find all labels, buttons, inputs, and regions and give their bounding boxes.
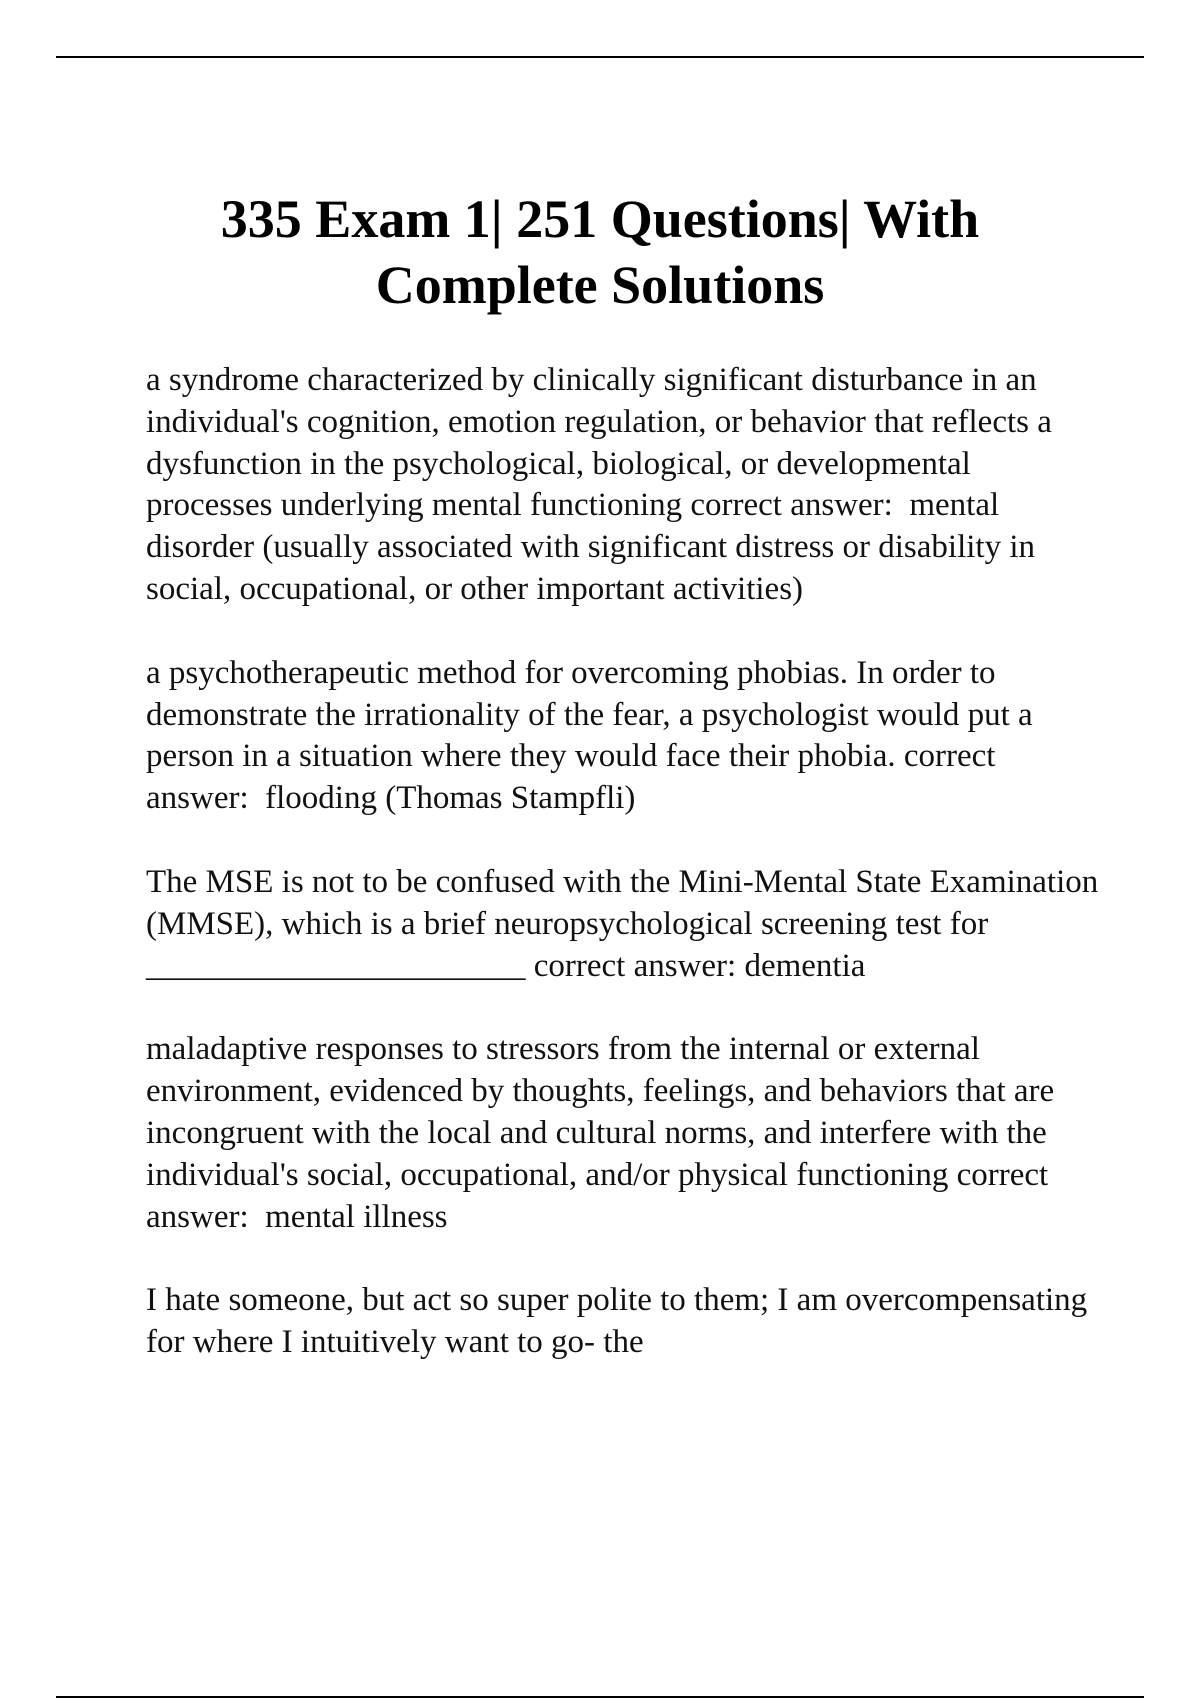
qa-entry-2 [146, 653, 1101, 820]
question-text: maladaptive responses to stressors from the internal or external environment, evidenced by thoughts, feelings, and behaviors that are incongruent with the local and cultural norms, and interfere with the individual's social, occupational, and/or physical functioning correct answer: [146, 1031, 1063, 1235]
qa-entry-1 [146, 360, 1101, 611]
bottom-rule [56, 1696, 1144, 1698]
qa-list [146, 360, 1107, 1406]
qa-entry-4 [146, 1029, 1101, 1238]
answer-text: mental disorder (usually associated with significant distress or disability in social, occupational, or other important activities) [146, 487, 1044, 607]
question-text: I hate someone, but act so super polite to them; I am overcompensating for where I intuitively want to go- the [146, 1282, 1096, 1361]
document-title [120, 186, 1080, 318]
answer-text: flooding (Thomas Stampfli) [265, 780, 636, 817]
title-line-1: 335 Exam 1| 251 Questions| With [220, 189, 980, 249]
title-line-2: Complete Solutions [375, 255, 825, 315]
question-text: a psychotherapeutic method for overcoming phobias. In order to demonstrate the irrationality of the fear, a psychologist would put a person in a situation where they would face their phobia. correct answer: [146, 654, 1041, 817]
answer-text: mental illness [265, 1198, 448, 1235]
answer-text: dementia [744, 947, 866, 984]
qa-entry-5 [146, 1280, 1101, 1364]
question-text: a syndrome characterized by clinically significant disturbance in an individual's cognition, emotion regulation, or behavior that reflects a dysfunction in the psychological, biological, or developmental processes underlying mental functioning correct answer: [146, 362, 1061, 524]
top-rule [56, 56, 1144, 58]
question-text: The MSE is not to be confused with the Mini-Mental State Examination (MMSE), which is a brief neuropsychological screening test for _______________________ correct answer: [146, 863, 1107, 984]
qa-entry-3 [146, 862, 1107, 987]
